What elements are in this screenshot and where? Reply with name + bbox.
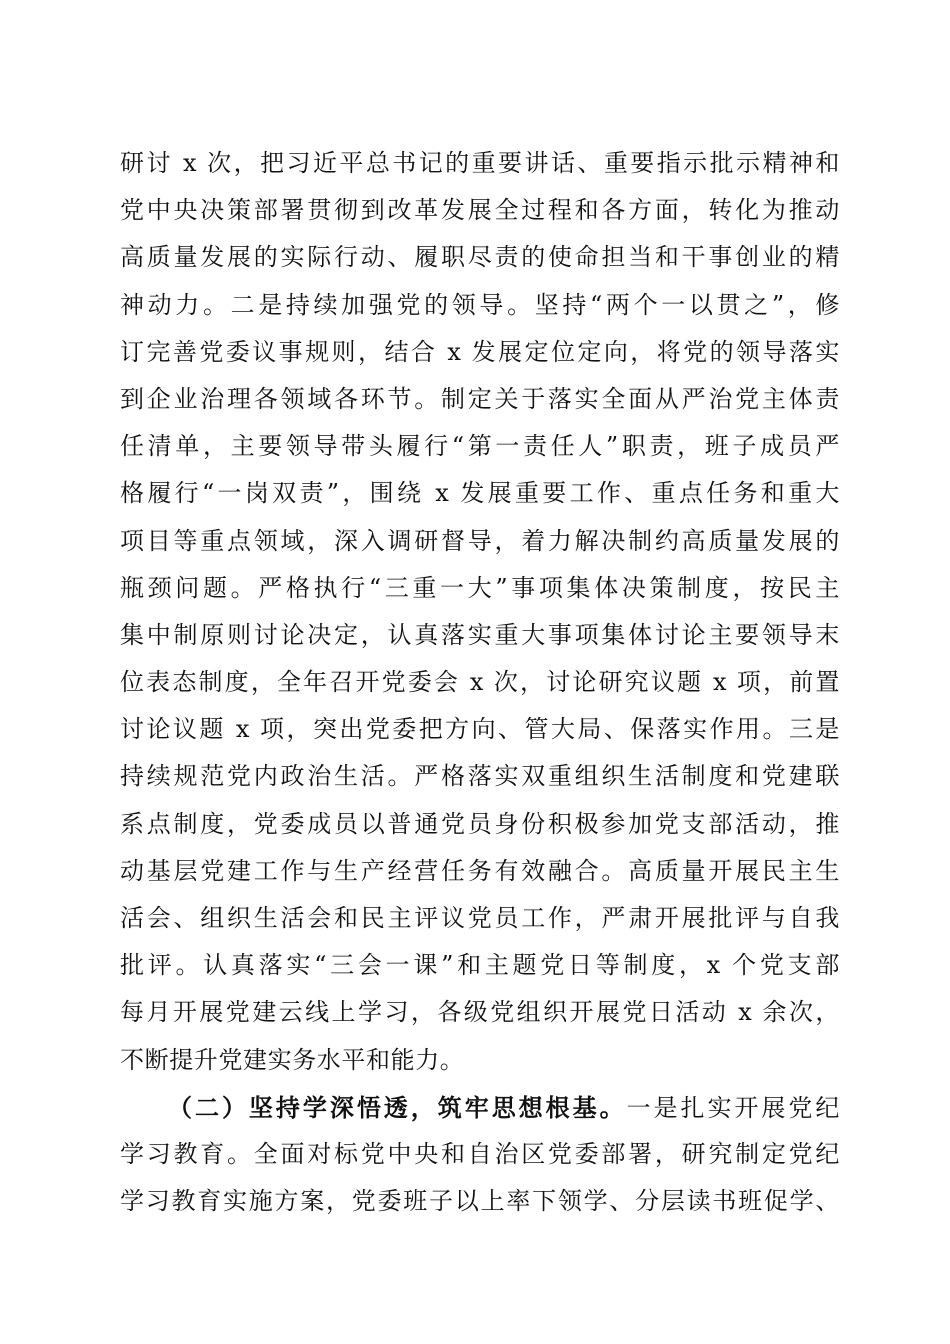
section-heading: （二）坚持学深悟透，筑牢思想根基。	[168, 1092, 627, 1122]
paragraph-2-line-3: 学习教育实施方案，党委班子以上率下领学、分层读书班促学、	[120, 1187, 840, 1216]
paragraph-1-line-7: 任清单，主要领导带头履行“第一责任人”职责，班子成员严	[120, 432, 840, 461]
paragraph-1-line-17: 活会、组织生活会和民主评议党员工作，严肃开展批评与自我	[120, 904, 840, 932]
paragraph-1-line-12: 位表态制度，全年召开党委会 x 次，讨论研究议题 x 项，前置	[120, 668, 840, 697]
paragraph-1-line-1: 研讨 x 次，把习近平总书记的重要讲话、重要指示批示精神和	[120, 149, 840, 177]
paragraph-1-line-4: 神动力。二是持续加强党的领导。坚持“两个一以贯之”，修	[120, 290, 840, 319]
paragraph-2-first-line-text: 一是扎实开展党纪	[626, 1093, 840, 1122]
paragraph-1-line-16: 动基层党建工作与生产经营任务有效融合。高质量开展民主生	[120, 856, 840, 885]
paragraph-1-line-18: 批评。认真落实“三会一课”和主题党日等制度，x 个党支部	[120, 951, 840, 980]
paragraph-1-line-19: 每月开展党建云线上学习，各级党组织开展党日活动 x 余次，	[120, 998, 840, 1027]
paragraph-1-line-10: 瓶颈问题。严格执行“三重一大”事项集体决策制度，按民主	[120, 573, 840, 602]
paragraph-1-line-2: 党中央决策部署贯彻到改革发展全过程和各方面，转化为推动	[120, 196, 840, 225]
paragraph-2-line-2: 学习教育。全面对标党中央和自治区党委部署，研究制定党纪	[120, 1139, 840, 1168]
paragraph-2-first-line	[120, 1084, 840, 1131]
paragraph-1-line-11: 集中制原则讨论决定，认真落实重大事项集体讨论主要领导末	[120, 620, 840, 649]
paragraph-1-line-9: 项目等重点领域，深入调研督导，着力解决制约高质量发展的	[120, 526, 840, 555]
paragraph-1-line-20: 不断提升党建实务水平和能力。	[120, 1045, 465, 1074]
paragraph-1-line-5: 订完善党委议事规则，结合 x 发展定位定向，将党的领导落实	[120, 337, 840, 366]
document-body	[120, 140, 840, 1225]
paragraph-1-line-15: 系点制度，党委成员以普通党员身份积极参加党支部活动，推	[120, 809, 840, 838]
paragraph-1-line-6: 到企业治理各领域各环节。制定关于落实全面从严治党主体责	[120, 384, 840, 413]
paragraph-1-line-3: 高质量发展的实际行动、履职尽责的使命担当和干事创业的精	[120, 243, 840, 272]
paragraph-1-line-13: 讨论议题 x 项，突出党委把方向、管大局、保落实作用。三是	[120, 715, 840, 744]
paragraph-1-line-8: 格履行“一岗双责”，围绕 x 发展重要工作、重点任务和重大	[120, 479, 840, 508]
paragraph-1-line-14: 持续规范党内政治生活。严格落实双重组织生活制度和党建联	[120, 762, 840, 791]
